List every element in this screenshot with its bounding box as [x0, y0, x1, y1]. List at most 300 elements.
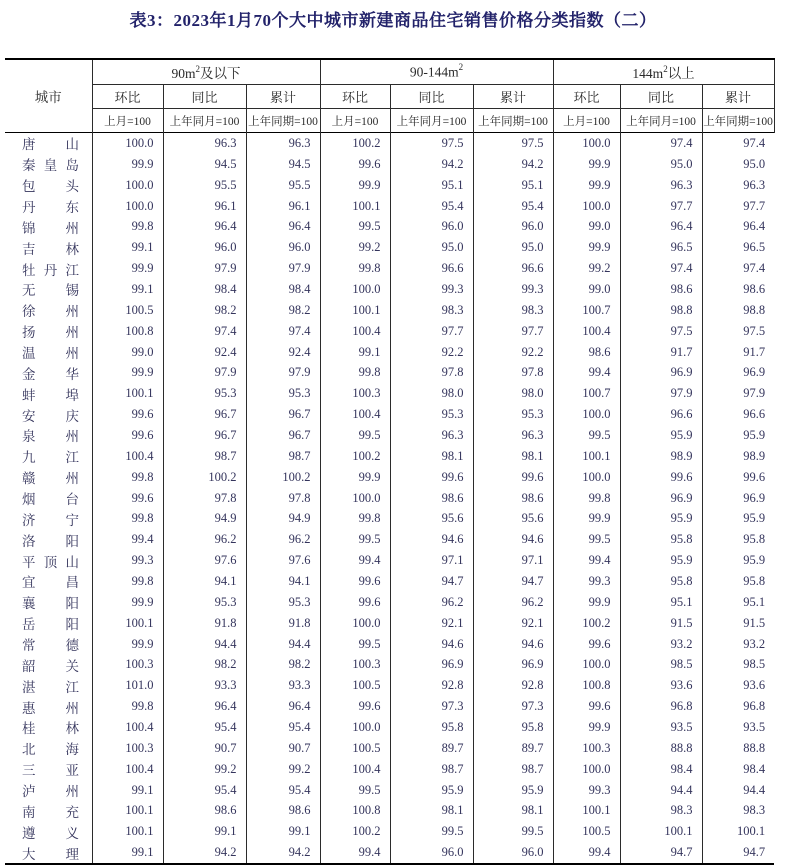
city-cell	[5, 446, 92, 467]
city-name	[22, 446, 79, 466]
table-row	[5, 133, 774, 154]
city-cell	[5, 425, 92, 446]
index-value-cell: 99.8	[92, 571, 163, 592]
city-name-char: 义	[65, 825, 79, 841]
index-value-cell: 99.5	[320, 529, 390, 550]
index-value-cell: 100.2	[320, 821, 390, 842]
city-name-char: 江	[65, 679, 79, 695]
index-value-cell: 99.6	[473, 467, 553, 488]
city-name	[22, 467, 79, 487]
city-name-char: 岳	[22, 617, 36, 633]
city-name	[22, 509, 79, 529]
index-value-cell: 99.5	[320, 425, 390, 446]
city-cell	[5, 508, 92, 529]
city-cell	[5, 571, 92, 592]
subheader-cumulative: 累计	[473, 85, 553, 109]
city-cell	[5, 404, 92, 425]
index-value-cell: 100.8	[92, 321, 163, 342]
index-value-cell: 100.8	[320, 801, 390, 822]
index-value-cell: 99.2	[553, 258, 620, 279]
index-value-cell: 95.9	[473, 780, 553, 801]
index-value-cell: 98.4	[620, 759, 702, 780]
index-value-cell: 100.3	[92, 654, 163, 675]
city-name-char: 德	[65, 638, 79, 654]
city-name	[22, 342, 79, 362]
index-value-cell: 90.7	[163, 738, 246, 759]
index-value-cell: 95.0	[473, 237, 553, 258]
city-cell	[5, 133, 92, 154]
city-name	[22, 154, 79, 174]
city-name-char: 头	[65, 179, 79, 195]
index-value-cell: 96.5	[743, 240, 766, 255]
index-value-cell: 94.7	[473, 571, 553, 592]
table-body	[5, 133, 774, 865]
subheader-cumulative: 累计	[246, 85, 320, 109]
table-row	[5, 759, 774, 780]
base-header-same-period-last-year: 上年同期=100	[246, 109, 320, 133]
index-value-cell: 96.9	[620, 488, 702, 509]
subheader-yoy: 同比	[163, 85, 246, 109]
index-value-cell: 98.7	[246, 446, 320, 467]
index-value-cell: 99.4	[320, 842, 390, 864]
index-value-cell: 97.1	[390, 550, 473, 571]
table-row	[5, 801, 774, 822]
index-value-cell: 98.0	[473, 383, 553, 404]
index-value-cell: 98.7	[163, 446, 246, 467]
city-name-char: 州	[65, 325, 79, 341]
index-value-cell: 99.6	[620, 467, 702, 488]
table-row	[5, 488, 774, 509]
index-value-cell: 100.1	[92, 383, 163, 404]
index-value-cell: 98.6	[473, 488, 553, 509]
index-value-cell: 94.6	[473, 634, 553, 655]
city-name-char: 州	[65, 220, 79, 236]
table-row	[5, 529, 774, 550]
index-value-cell: 99.1	[92, 780, 163, 801]
index-value-cell: 99.9	[92, 634, 163, 655]
index-value-cell: 100.0	[320, 613, 390, 634]
city-name-char: 亚	[65, 763, 79, 779]
base-header-same-period-last-year: 上年同期=100	[473, 109, 553, 133]
index-value-cell: 99.3	[553, 571, 620, 592]
city-name	[22, 384, 79, 404]
city-name-char: 庆	[65, 408, 79, 424]
city-cell	[5, 467, 92, 488]
index-value-cell: 96.9	[743, 490, 766, 505]
city-name-char: 理	[65, 846, 79, 862]
table-row	[5, 550, 774, 571]
city-name-char: 山	[65, 137, 79, 153]
index-value-cell: 100.1	[320, 300, 390, 321]
city-name-char: 阳	[65, 533, 79, 549]
index-value-cell: 96.9	[743, 365, 766, 380]
city-name-char: 包	[22, 179, 36, 195]
index-value-cell: 94.6	[390, 529, 473, 550]
city-name-char: 泸	[22, 784, 36, 800]
index-value-cell: 95.4	[246, 717, 320, 738]
index-value-cell: 95.0	[743, 156, 766, 171]
index-value-cell: 100.2	[246, 467, 320, 488]
city-name	[22, 571, 79, 591]
city-cell	[5, 258, 92, 279]
city-name-char: 秦	[22, 158, 36, 174]
table-row	[5, 821, 774, 842]
index-value-cell: 99.4	[92, 529, 163, 550]
index-value-cell: 95.8	[473, 717, 553, 738]
city-name-char: 常	[22, 638, 36, 654]
city-name-char: 江	[65, 450, 79, 466]
city-name-char: 州	[65, 784, 79, 800]
city-cell	[5, 383, 92, 404]
city-cell	[5, 300, 92, 321]
index-value-cell: 92.1	[473, 613, 553, 634]
city-name-char: 江	[65, 262, 79, 278]
index-value-cell: 99.1	[92, 279, 163, 300]
header-row-metrics	[5, 85, 774, 109]
index-value-cell: 95.9	[620, 550, 702, 571]
table-row	[5, 446, 774, 467]
index-value-cell: 95.3	[390, 404, 473, 425]
index-value-cell: 94.7	[743, 845, 766, 860]
city-name-char: 南	[22, 804, 36, 820]
table-row	[5, 717, 774, 738]
city-name-char: 华	[65, 366, 79, 382]
index-value-cell: 100.2	[320, 446, 390, 467]
index-value-cell: 100.1	[736, 824, 766, 839]
index-value-cell: 97.4	[246, 321, 320, 342]
index-value-cell: 96.4	[163, 696, 246, 717]
index-value-cell: 100.3	[92, 738, 163, 759]
index-value-cell: 91.8	[163, 613, 246, 634]
city-cell	[5, 154, 92, 175]
subheader-yoy: 同比	[390, 85, 473, 109]
city-name-char: 济	[22, 512, 36, 528]
index-value-cell: 94.9	[246, 508, 320, 529]
city-name-char: 遵	[22, 825, 36, 841]
city-name-char: 三	[22, 763, 36, 779]
superscript-2: 2	[663, 63, 668, 74]
index-value-cell: 96.2	[246, 529, 320, 550]
base-header-prev-month: 上月=100	[320, 109, 390, 133]
index-value-cell: 99.0	[553, 279, 620, 300]
city-cell	[5, 592, 92, 613]
index-value-cell: 95.6	[473, 508, 553, 529]
index-value-cell: 97.8	[473, 362, 553, 383]
index-value-cell: 95.8	[743, 573, 766, 588]
city-name	[22, 592, 79, 612]
city-name	[22, 217, 79, 237]
index-value-cell: 96.3	[246, 133, 320, 154]
index-value-cell: 99.8	[92, 696, 163, 717]
city-name	[22, 488, 79, 508]
index-value-cell: 100.4	[92, 446, 163, 467]
index-value-cell: 96.0	[390, 216, 473, 237]
index-value-cell: 98.6	[620, 279, 702, 300]
page	[0, 9, 786, 865]
index-value-cell: 98.6	[390, 488, 473, 509]
index-value-cell: 94.6	[473, 529, 553, 550]
index-value-cell: 97.5	[620, 321, 702, 342]
index-value-cell: 92.2	[390, 342, 473, 363]
index-value-cell: 95.9	[620, 508, 702, 529]
index-value-cell: 97.7	[743, 198, 766, 213]
index-value-cell: 100.4	[553, 321, 620, 342]
index-value-cell: 96.3	[620, 175, 702, 196]
index-value-cell: 97.3	[390, 696, 473, 717]
index-value-cell: 92.4	[163, 342, 246, 363]
index-value-cell: 92.4	[246, 342, 320, 363]
index-value-cell: 88.8	[743, 740, 766, 755]
city-name	[22, 717, 79, 737]
index-value-cell: 99.4	[553, 842, 620, 864]
index-value-cell: 99.6	[553, 696, 620, 717]
index-value-cell: 100.1	[553, 446, 620, 467]
city-name-char: 山	[65, 554, 79, 570]
city-cell	[5, 550, 92, 571]
index-value-cell: 96.3	[743, 177, 766, 192]
index-value-cell: 97.4	[620, 258, 702, 279]
city-name-char: 扬	[22, 325, 36, 341]
index-value-cell: 89.7	[473, 738, 553, 759]
table-row	[5, 383, 774, 404]
index-value-cell: 95.3	[163, 383, 246, 404]
table-row	[5, 216, 774, 237]
city-cell	[5, 216, 92, 237]
index-value-cell: 91.7	[743, 344, 766, 359]
city-name-char: 宜	[22, 575, 36, 591]
city-cell	[5, 696, 92, 717]
index-value-cell: 95.0	[390, 237, 473, 258]
superscript-2: 2	[458, 62, 464, 73]
index-value-cell: 98.1	[473, 446, 553, 467]
table-row	[5, 321, 774, 342]
index-value-cell: 98.7	[390, 759, 473, 780]
index-value-cell: 99.5	[320, 780, 390, 801]
index-value-cell: 100.5	[320, 675, 390, 696]
index-value-cell: 99.6	[92, 425, 163, 446]
index-value-cell: 94.2	[163, 842, 246, 864]
table-row	[5, 300, 774, 321]
index-value-cell: 97.9	[246, 362, 320, 383]
city-name	[22, 321, 79, 341]
index-value-cell: 96.7	[246, 425, 320, 446]
city-name-char: 丹	[43, 262, 58, 278]
header-row-groups	[5, 59, 774, 85]
subheader-mom: 环比	[553, 85, 620, 109]
index-value-cell: 98.2	[163, 654, 246, 675]
table-row	[5, 175, 774, 196]
city-name	[22, 238, 79, 258]
index-value-cell: 95.9	[743, 553, 766, 568]
city-name-char: 桂	[22, 721, 36, 737]
index-value-cell: 97.6	[163, 550, 246, 571]
base-header-same-period-last-year: 上年同期=100	[702, 109, 774, 133]
city-name-char: 皇	[43, 158, 58, 174]
index-value-cell: 92.8	[473, 675, 553, 696]
index-value-cell: 92.1	[390, 613, 473, 634]
city-cell	[5, 488, 92, 509]
city-cell	[5, 634, 92, 655]
city-name	[22, 133, 79, 153]
index-value-cell: 91.7	[620, 342, 702, 363]
table-row	[5, 675, 774, 696]
index-value-cell: 96.0	[163, 237, 246, 258]
index-value-cell: 98.1	[473, 801, 553, 822]
index-value-cell: 99.8	[92, 467, 163, 488]
index-value-cell: 98.6	[743, 281, 766, 296]
table-row	[5, 738, 774, 759]
table-row	[5, 696, 774, 717]
index-value-cell: 98.0	[390, 383, 473, 404]
city-name-char: 徐	[22, 304, 36, 320]
index-value-cell: 97.4	[743, 261, 766, 276]
city-name-char: 九	[22, 450, 36, 466]
index-value-cell: 97.7	[620, 196, 702, 217]
index-value-cell: 100.0	[553, 654, 620, 675]
index-value-cell: 97.9	[163, 362, 246, 383]
index-value-cell: 97.7	[473, 321, 553, 342]
city-name-char: 岛	[65, 158, 79, 174]
index-value-cell: 99.8	[320, 258, 390, 279]
index-value-cell: 94.7	[390, 571, 473, 592]
table-row	[5, 592, 774, 613]
index-value-cell: 100.1	[92, 821, 163, 842]
index-value-cell: 91.5	[620, 613, 702, 634]
city-cell	[5, 321, 92, 342]
index-value-cell: 99.6	[92, 488, 163, 509]
index-value-cell: 99.6	[92, 404, 163, 425]
index-value-cell: 99.9	[553, 237, 620, 258]
index-value-cell: 89.7	[390, 738, 473, 759]
index-value-cell: 98.9	[743, 448, 766, 463]
index-value-cell: 99.5	[390, 821, 473, 842]
index-value-cell: 94.2	[473, 154, 553, 175]
city-cell	[5, 237, 92, 258]
city-name-char: 洛	[22, 533, 36, 549]
index-value-cell: 96.2	[473, 592, 553, 613]
index-value-cell: 95.9	[390, 780, 473, 801]
index-value-cell: 96.0	[473, 216, 553, 237]
city-cell	[5, 717, 92, 738]
index-value-cell: 98.7	[473, 759, 553, 780]
index-value-cell: 97.9	[620, 383, 702, 404]
index-value-cell: 100.1	[92, 613, 163, 634]
city-cell	[5, 759, 92, 780]
city-name	[22, 279, 79, 299]
index-value-cell: 91.5	[743, 615, 766, 630]
city-name	[22, 259, 79, 279]
index-value-cell: 97.8	[246, 488, 320, 509]
city-name	[22, 196, 79, 216]
index-value-cell: 98.6	[163, 801, 246, 822]
index-value-cell: 99.8	[92, 216, 163, 237]
index-value-cell: 99.6	[320, 571, 390, 592]
city-name	[22, 634, 79, 654]
index-value-cell: 94.4	[246, 634, 320, 655]
index-value-cell: 98.4	[163, 279, 246, 300]
index-value-cell: 93.5	[743, 719, 766, 734]
index-value-cell: 95.1	[620, 592, 702, 613]
city-name-char: 埠	[65, 387, 79, 403]
index-value-cell: 100.3	[553, 738, 620, 759]
city-name-char: 温	[22, 346, 36, 362]
city-name-char: 韶	[22, 658, 36, 674]
city-cell	[5, 675, 92, 696]
index-value-cell: 99.6	[553, 634, 620, 655]
index-value-cell: 94.1	[163, 571, 246, 592]
index-value-cell: 95.9	[620, 425, 702, 446]
index-value-cell: 99.5	[320, 216, 390, 237]
index-value-cell: 99.9	[553, 717, 620, 738]
index-value-cell: 95.8	[620, 571, 702, 592]
city-name	[22, 843, 79, 863]
index-value-cell: 100.4	[92, 759, 163, 780]
base-header-prev-month: 上月=100	[553, 109, 620, 133]
index-value-cell: 100.7	[553, 300, 620, 321]
index-value-cell: 99.9	[320, 467, 390, 488]
city-name	[22, 822, 79, 842]
group-label-text: 及以下	[200, 66, 241, 81]
index-value-cell: 99.9	[92, 258, 163, 279]
city-cell	[5, 842, 92, 864]
city-cell	[5, 801, 92, 822]
city-name-char: 充	[65, 804, 79, 820]
index-value-cell: 100.0	[92, 175, 163, 196]
city-name-char: 顶	[43, 554, 58, 570]
city-name	[22, 300, 79, 320]
index-value-cell: 95.4	[390, 196, 473, 217]
index-value-cell: 98.2	[163, 300, 246, 321]
table-row	[5, 571, 774, 592]
index-value-cell: 100.0	[320, 488, 390, 509]
index-value-cell: 99.9	[320, 175, 390, 196]
index-value-cell: 97.5	[743, 323, 766, 338]
index-value-cell: 98.4	[246, 279, 320, 300]
index-value-cell: 100.0	[92, 196, 163, 217]
city-name-char: 牡	[22, 262, 36, 278]
index-value-cell: 98.4	[743, 761, 766, 776]
table-row	[5, 467, 774, 488]
index-value-cell: 99.3	[553, 780, 620, 801]
table-row	[5, 634, 774, 655]
index-value-cell: 93.5	[620, 717, 702, 738]
city-name-char: 东	[65, 200, 79, 215]
index-value-cell: 95.3	[246, 592, 320, 613]
index-value-cell: 88.8	[620, 738, 702, 759]
city-name	[22, 425, 79, 445]
index-value-cell: 97.1	[473, 550, 553, 571]
index-value-cell: 99.1	[246, 821, 320, 842]
index-value-cell: 95.1	[473, 175, 553, 196]
city-cell	[5, 738, 92, 759]
index-value-cell: 96.1	[246, 196, 320, 217]
index-value-cell: 100.5	[320, 738, 390, 759]
index-value-cell: 93.2	[620, 634, 702, 655]
index-value-cell: 94.5	[163, 154, 246, 175]
index-value-cell: 100.2	[320, 133, 390, 154]
index-value-cell: 100.1	[320, 196, 390, 217]
subheader-yoy: 同比	[620, 85, 702, 109]
city-name	[22, 697, 79, 717]
city-name	[22, 738, 79, 758]
index-value-cell: 100.0	[553, 467, 620, 488]
index-value-cell: 96.8	[743, 699, 766, 714]
index-value-cell: 95.8	[390, 717, 473, 738]
city-name-char: 吉	[22, 241, 36, 257]
index-value-cell: 98.5	[620, 654, 702, 675]
index-value-cell: 98.2	[246, 300, 320, 321]
city-name-char: 北	[22, 742, 36, 758]
